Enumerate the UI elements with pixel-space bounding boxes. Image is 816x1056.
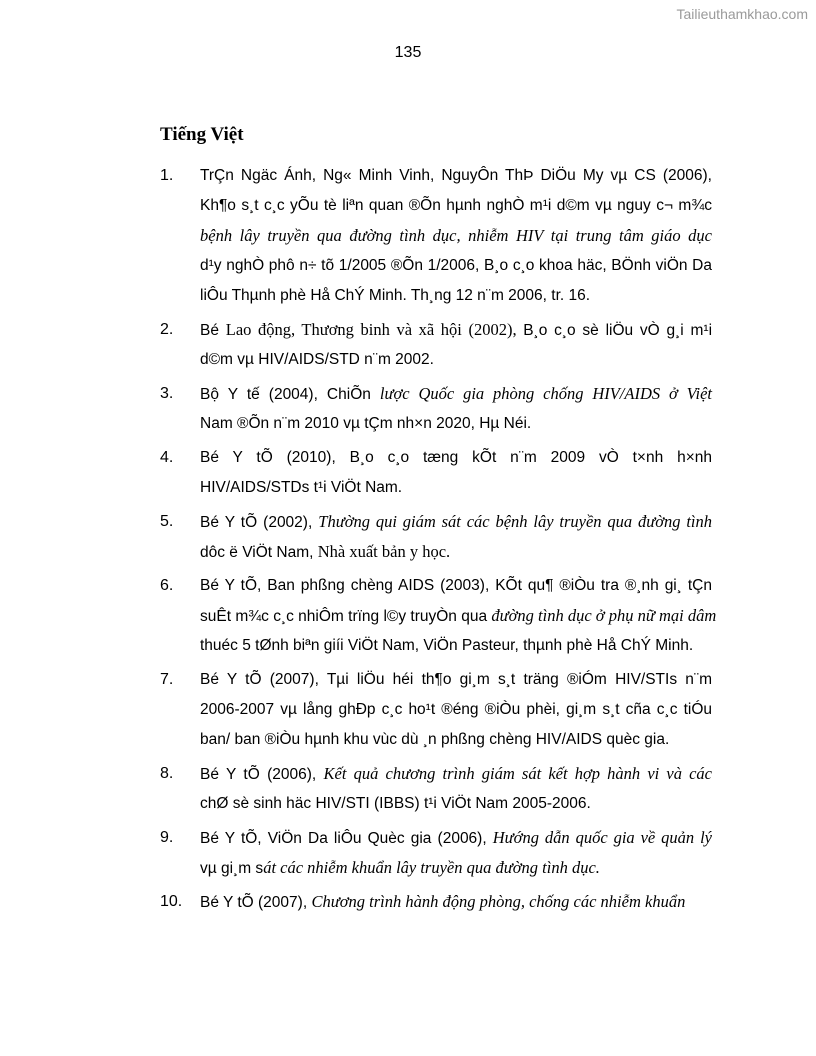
text-segment: B¸o c¸o sè liÖu vÒ g¸i m¹i (523, 322, 713, 339)
reference-number: 4. (160, 449, 174, 466)
page-number: 135 (394, 44, 422, 61)
text-segment: Nam ®Õn n¨m 2010 vµ tÇm nh×n 2020, Hµ Néi. (200, 415, 532, 432)
text-segment: HIV/AIDS/STDs t¹i ViÖt Nam. (200, 479, 403, 496)
reference-text (200, 379, 712, 439)
reference-line (200, 443, 712, 473)
text-segment: Bé Y tÕ (2002), (200, 514, 319, 531)
reference-line (200, 281, 712, 311)
text-segment: 2006-2007 vµ lång ghÐp c¸c ho¹t ®éng ®iÒu phèi, gi¸m s¸t cña c¸c tiÓu (200, 701, 712, 718)
watermark: Tailieuthamkhao.com (676, 6, 808, 22)
reference-entry (160, 759, 712, 819)
text-segment: Chương trình hành động phòng, chống các nhiễm khuẩn (311, 892, 686, 911)
reference-number: 5. (160, 513, 174, 530)
reference-list (160, 161, 717, 921)
reference-line (200, 345, 712, 375)
text-segment: Bé Y tÕ (2007), Tµi liÖu héi th¶o gi¸m s¸t träng ®iÓm HIV/STIs n¨m (200, 671, 712, 688)
reference-number: 10. (160, 893, 183, 910)
text-segment: d¹y nghÒ phô n÷ tõ 1/2005 ®Õn 1/2006, B¸o c¸o khoa häc, BÖnh viÖn Da (200, 257, 712, 274)
reference-line (200, 759, 712, 789)
text-segment: Bé Y tÕ, ViÖn Da liÔu Quèc gia (2006), (200, 830, 493, 847)
reference-number: 7. (160, 671, 174, 688)
text-segment: d©m vµ HIV/AIDS/STD n¨m 2002. (200, 351, 434, 368)
text-segment: Bé Y tÕ (2010), B¸o c¸o tæng kÕt n¨m 2009 vÒ t×nh h×nh (200, 449, 712, 466)
reference-line (200, 191, 712, 221)
reference-line (200, 823, 712, 853)
text-segment: bệnh lây truyền qua đường tình dục, nhiễm HIV tại trung tâm giáo dục (200, 226, 712, 245)
reference-line (200, 887, 712, 917)
text-segment: liÔu Thµnh phè Hå ChÝ Minh. Th¸ng 12 n¨m 2006, tr. 16. (200, 287, 591, 304)
reference-line (200, 695, 712, 725)
reference-line (200, 665, 712, 695)
text-segment: đường tình dục ở phụ nữ mại dâm (491, 606, 717, 625)
reference-number: 8. (160, 765, 174, 782)
reference-entry (160, 315, 712, 375)
reference-number: 1. (160, 167, 174, 184)
text-segment: Hướng dẫn quốc gia về quản lý (492, 828, 712, 847)
text-segment: TrÇn Ngäc Ánh, Ng« Minh Vinh, NguyÔn ThÞ DiÖu My vµ CS (2006), (200, 167, 712, 184)
reference-number: 3. (160, 385, 174, 402)
text-segment: Kết quả chương trình giám sát kết hợp hành vi và các (323, 764, 712, 783)
text-segment: át các nhiễm khuẩn lây truyền qua đường tình dục. (263, 858, 600, 877)
text-segment: vµ gi¸m s (200, 860, 264, 877)
reference-text (200, 759, 712, 819)
reference-text (200, 161, 712, 311)
reference-number: 6. (160, 577, 174, 594)
reference-text (200, 823, 712, 883)
section-heading: Tiếng Việt (160, 124, 244, 145)
reference-text (200, 665, 712, 755)
text-segment: Nhà xuất bản y học. (317, 542, 451, 561)
reference-entry (160, 379, 712, 439)
reference-entry (160, 823, 712, 883)
reference-line (200, 571, 712, 601)
reference-line (200, 601, 717, 631)
text-segment: ban/ ban ®iÒu hµnh khu vùc dù ¸n phßng chèng HIV/AIDS quèc gia. (200, 731, 670, 748)
reference-text (200, 315, 712, 375)
reference-line (200, 409, 712, 439)
text-segment: lược Quốc gia phòng chống HIV/AIDS ở Việt (379, 384, 713, 403)
text-segment: Bé Y tÕ (2006), (200, 766, 324, 783)
reference-text (200, 887, 712, 917)
text-segment: dôc ë ViÖt Nam, (200, 544, 318, 561)
reference-line (200, 725, 712, 755)
reference-line (200, 537, 712, 567)
reference-entry (160, 507, 712, 567)
reference-line (200, 473, 712, 503)
text-segment: Bé Y tÕ (2007), (200, 894, 312, 911)
reference-number: 9. (160, 829, 174, 846)
reference-line (200, 221, 712, 251)
reference-entry (160, 161, 712, 311)
reference-entry (160, 665, 712, 755)
reference-text (200, 507, 712, 567)
text-segment: Bé (200, 322, 226, 339)
text-segment: Lao động, Thương binh và xã hội (2002), (225, 320, 524, 339)
reference-line (200, 379, 712, 409)
text-segment: Bé Y tÕ, Ban phßng chèng AIDS (2003), KÕt qu¶ ®iÒu tra ®¸nh gi¸ tÇn (200, 577, 712, 594)
text-segment: chØ sè sinh häc HIV/STI (IBBS) t¹i ViÖt Nam 2005-2006. (200, 795, 591, 812)
reference-line (200, 631, 712, 661)
reference-line (200, 507, 712, 537)
reference-line (200, 161, 712, 191)
text-segment: Thường qui giám sát các bệnh lây truyền qua đường tình (318, 512, 713, 531)
reference-text (200, 571, 717, 661)
text-segment: suÊt m¾c c¸c nhiÔm trïng l©y truyÒn qua (200, 608, 492, 625)
reference-line (200, 853, 712, 883)
reference-line (200, 251, 712, 281)
reference-line (200, 315, 712, 345)
text-segment: Kh¶o s¸t c¸c yÕu tè liªn quan ®Õn hµnh nghÒ m¹i d©m vµ nguy c¬ m¾c (200, 197, 712, 214)
reference-text (200, 443, 712, 503)
reference-entry (160, 571, 717, 661)
text-segment: thuéc 5 tØnh biªn giíi ViÖt Nam, ViÖn Pasteur, thµnh phè Hå ChÝ Minh. (200, 637, 694, 654)
reference-entry (160, 887, 712, 917)
reference-line (200, 789, 712, 819)
reference-entry (160, 443, 712, 503)
text-segment: Bộ Y tế (2004), ChiÕn (200, 386, 380, 403)
reference-number: 2. (160, 321, 174, 338)
